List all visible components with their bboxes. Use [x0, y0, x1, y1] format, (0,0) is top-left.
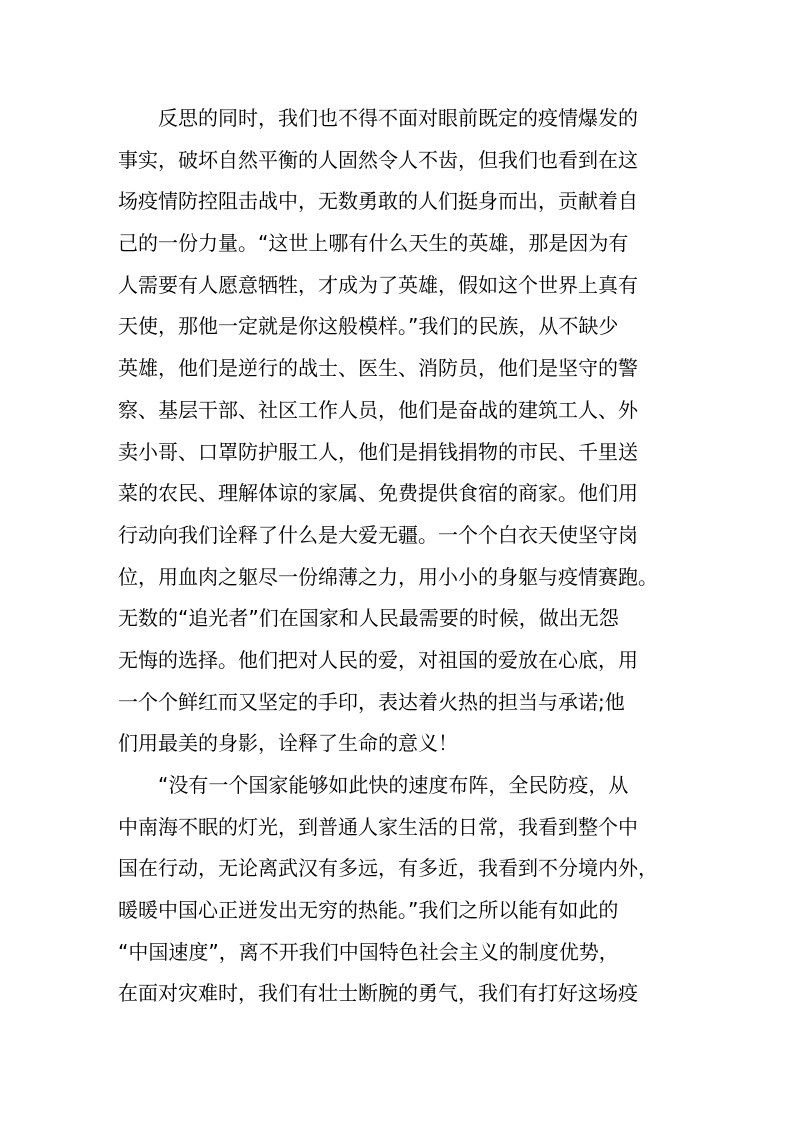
text-line: 英雄，他们是逆行的战士、医生、消防员，他们是坚守的警: [118, 356, 638, 381]
text-line: 们用最美的身影，诠释了生命的意义！: [118, 731, 458, 756]
text-line: 一个个鲜红而又坚定的手印，表达着火热的担当与承诺;他: [118, 689, 625, 714]
text-line: 察、基层干部、社区工作人员，他们是奋战的建筑工人、外: [118, 397, 638, 422]
text-line: 行动向我们诠释了什么是大爱无疆。一个个白衣天使坚守岗: [118, 522, 638, 547]
text-line: 事实，破坏自然平衡的人固然令人不齿，但我们也看到在这: [118, 147, 638, 172]
text-line: “中国速度”，离不开我们中国特色社会主义的制度优势，: [118, 939, 619, 964]
text-line: 暖暖中国心正迸发出无穷的热能。”我们之所以能有如此的: [118, 898, 619, 923]
text-line: 无悔的选择。他们把对人民的爱，对祖国的爱放在心底，用: [118, 647, 638, 672]
text-line: 国在行动，无论离武汉有多远，有多近，我看到不分境内外，: [118, 856, 658, 881]
text-line: 己的一份力量。“这世上哪有什么天生的英雄，那是因为有: [118, 231, 629, 256]
text-line: 人需要有人愿意牺牲，才成为了英雄，假如这个世界上真有: [118, 272, 638, 297]
text-line: “没有一个国家能够如此快的速度布阵，全民防疫，从: [118, 773, 629, 797]
text-line: 无数的“追光者”们在国家和人民最需要的时候，做出无怨: [118, 606, 619, 631]
text-line: 在面对灾难时，我们有壮士断腕的勇气，我们有打好这场疫: [118, 981, 638, 1006]
body-text: [118, 98, 678, 1015]
text-line: 卖小哥、口罩防护服工人，他们是捐钱捐物的市民、千里送: [118, 439, 638, 464]
text-line: 位，用血肉之躯尽一份绵薄之力，用小小的身躯与疫情赛跑。: [118, 564, 658, 589]
text-line: 反思的同时，我们也不得不面对眼前既定的疫情爆发的: [118, 106, 638, 130]
text-line: 中南海不眠的灯光，到普通人家生活的日常，我看到整个中: [118, 814, 638, 839]
text-line: 菜的农民、理解体谅的家属、免费提供食宿的商家。他们用: [118, 481, 638, 506]
text-line: 天使，那他一定就是你这般模样。”我们的民族，从不缺少: [118, 314, 619, 339]
text-line: 场疫情防控阻击战中，无数勇敢的人们挺身而出，贡献着自: [118, 189, 638, 214]
